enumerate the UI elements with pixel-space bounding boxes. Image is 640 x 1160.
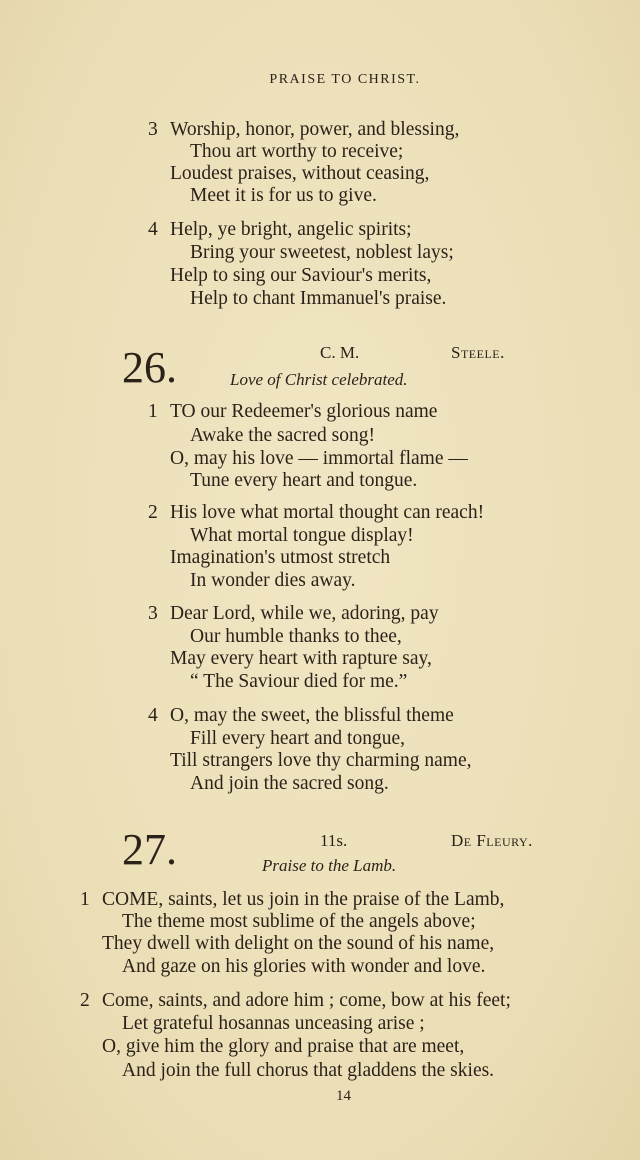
verse-line: O, may his love — immortal flame — [170,448,468,469]
verse-number: 3 [148,119,158,140]
verse-line: O, may the sweet, the blissful theme [170,705,454,726]
verse-line: Awake the sacred song! [190,425,376,446]
verse-line: May every heart with rapture say, [170,648,432,669]
verse-number: 1 [80,889,90,910]
verse-line: “ The Saviour died for me.” [190,671,408,692]
verse-line: The theme most sublime of the angels above; [122,911,476,932]
verse-line: COME, saints, let us join in the praise of the Lamb, [102,889,505,910]
running-header: PRAISE TO CHRIST. [269,72,421,87]
hymn-number: 27. [122,825,177,874]
verse-number: 1 [148,401,158,422]
verse-line: What mortal tongue display! [190,525,414,546]
hymn-meter: 11s. [320,831,348,850]
hymn-meter: C. M. [320,343,360,362]
verse-number: 2 [148,502,158,523]
verse-line: His love what mortal thought can reach! [170,502,485,523]
verse-number: 4 [148,219,158,240]
verse-number: 2 [80,990,90,1011]
verse-line: TO our Redeemer's glorious name [170,401,438,422]
hymn-title: Love of Christ celebrated. [230,370,408,389]
verse-line: And gaze on his glories with wonder and love. [122,956,486,977]
verse-line: Help to sing our Saviour's merits, [170,265,432,286]
verse-line: O, give him the glory and praise that are meet, [102,1036,465,1057]
page-number: 14 [336,1088,351,1104]
verse-line: Imagination's utmost stretch [170,547,391,568]
verse-line: Tune every heart and tongue. [190,470,418,491]
verse-line: Bring your sweetest, noblest lays; [190,242,454,263]
hymn-title: Praise to the Lamb. [262,856,397,875]
verse-line: They dwell with delight on the sound of his name, [102,933,495,954]
verse-number: 3 [148,603,158,624]
verse-line: Till strangers love thy charming name, [170,750,472,771]
verse-line: Help to chant Immanuel's praise. [190,288,447,309]
verse-line: Dear Lord, while we, adoring, pay [170,603,439,624]
verse-line: Fill every heart and tongue, [190,728,405,749]
verse-line: Come, saints, and adore him ; come, bow at his feet; [102,990,511,1011]
verse-line: Let grateful hosannas unceasing arise ; [122,1013,425,1034]
verse-line: Meet it is for us to give. [190,185,377,206]
verse-line: And join the sacred song. [190,773,389,794]
hymn-number: 26. [122,343,177,392]
verse-number: 4 [148,705,158,726]
verse-line: Loudest praises, without ceasing, [170,163,430,184]
verse-line: In wonder dies away. [190,570,356,591]
verse-line: And join the full chorus that gladdens the skies. [122,1060,495,1081]
verse-line: Worship, honor, power, and blessing, [170,119,460,140]
hymn-author: De Fleury. [451,831,533,850]
verse-line: Help, ye bright, angelic spirits; [170,219,412,240]
hymn-author: Steele. [451,343,505,362]
verse-line: Thou art worthy to receive; [190,141,404,162]
verse-line: Our humble thanks to thee, [190,626,402,647]
